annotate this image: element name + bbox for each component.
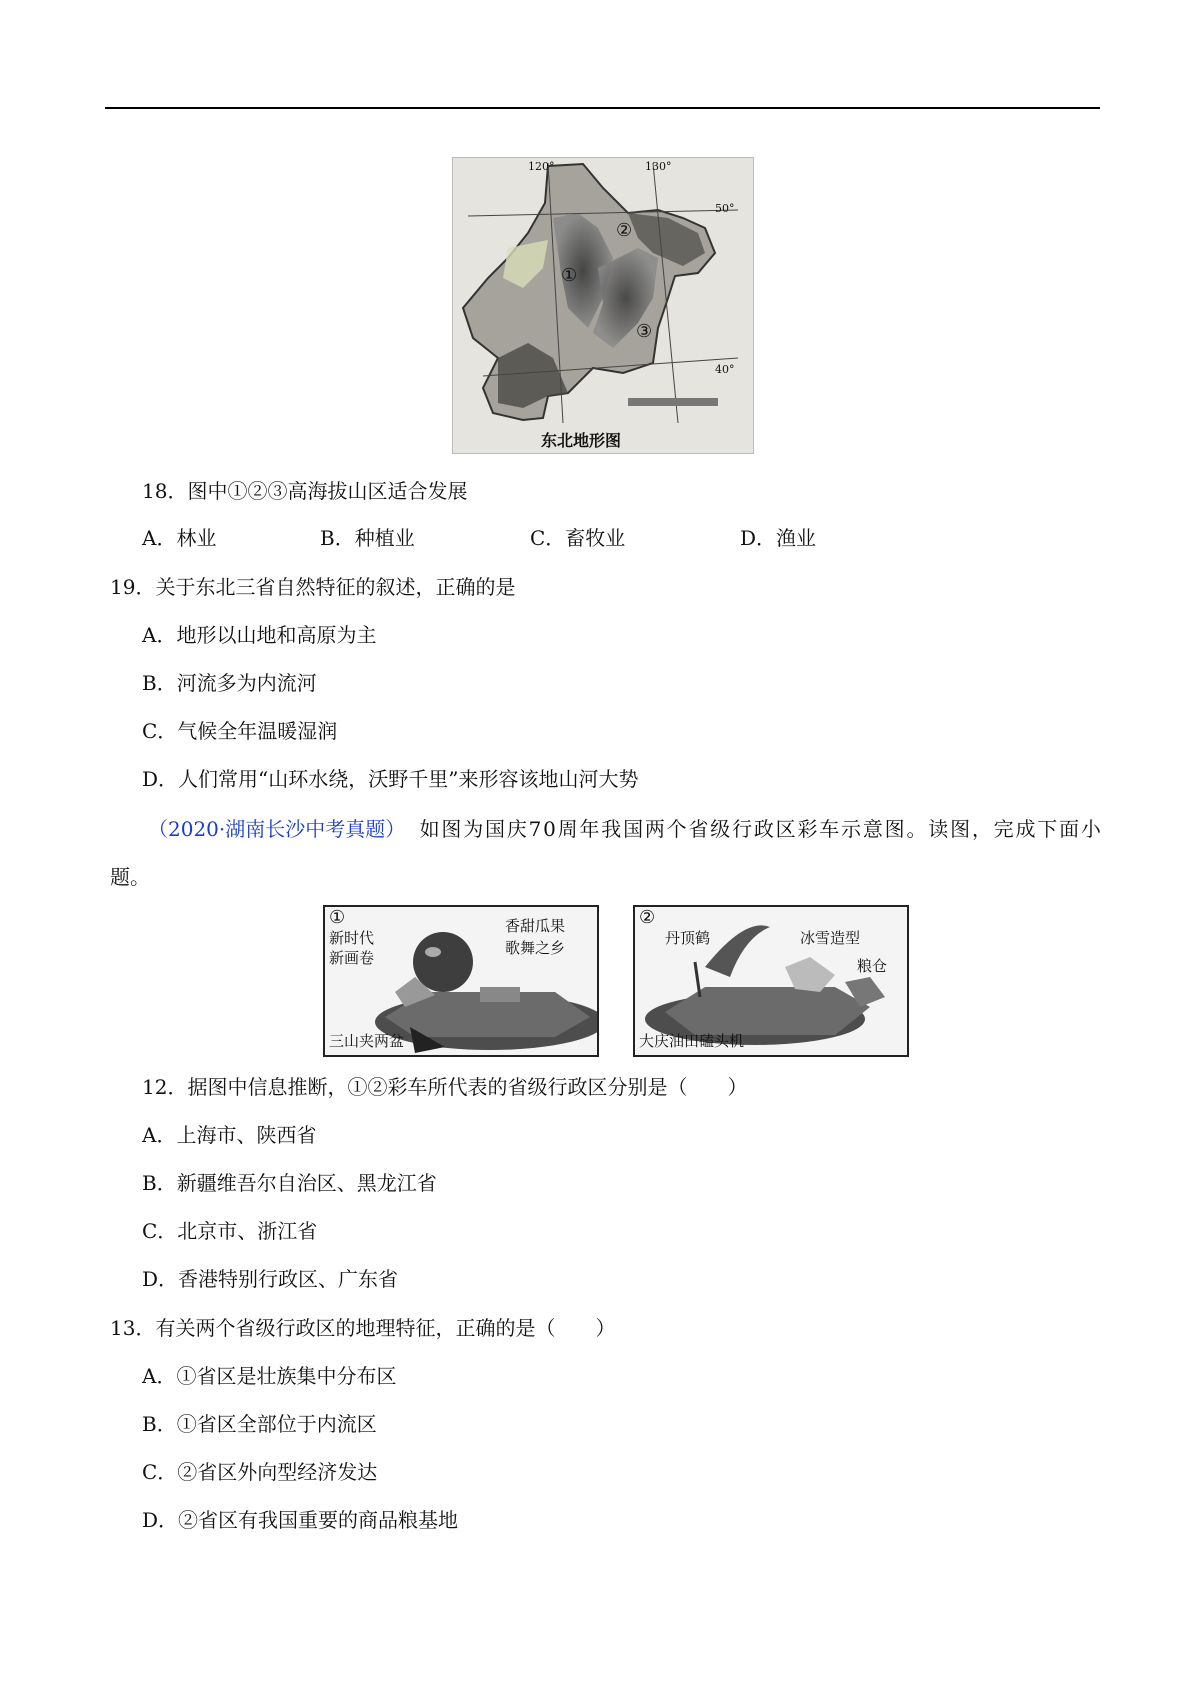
lon-120-label: 120° xyxy=(528,160,555,173)
q13-option-d: D．②省区有我国重要的商品粮基地 xyxy=(142,1508,459,1532)
q12-stem: 12．据图中信息推断，①②彩车所代表的省级行政区分别是（ ） xyxy=(142,1075,748,1099)
float-2-label-granary: 粮仓 xyxy=(857,957,888,975)
q12-option-c: C．北京市、浙江省 xyxy=(142,1219,318,1243)
intro-text: 如图为国庆70周年我国两个省级行政区彩车示意图。读图，完成下面小 xyxy=(419,817,1103,841)
float-2-label-ice: 冰雪造型 xyxy=(800,929,861,947)
float-2-label-oilfield: 大庆油田磕头机 xyxy=(639,1032,745,1050)
lat-40-label: 40° xyxy=(715,363,735,376)
q13-stem: 13．有关两个省级行政区的地理特征，正确的是（ ） xyxy=(110,1316,616,1340)
q18-option-a: A．林业 xyxy=(142,526,217,550)
q18-stem: 18．图中①②③高海拔山区适合发展 xyxy=(142,479,468,503)
q18-option-d: D．渔业 xyxy=(740,526,817,550)
northeast-terrain-map xyxy=(452,157,754,454)
q13-option-c: C．②省区外向型经济发达 xyxy=(142,1460,378,1484)
marker-2: ② xyxy=(616,220,633,241)
marker-3: ③ xyxy=(636,321,653,342)
exam-source: （2020·湖南长沙中考真题） xyxy=(148,817,406,841)
float-1-label-fruit: 香甜瓜果 xyxy=(505,917,566,935)
intro-text-continued: 题。 xyxy=(110,865,150,889)
q19-option-d: D．人们常用“山环水绕，沃野千里”来形容该地山河大势 xyxy=(142,767,639,791)
float-1-label-terrain: 三山夹两盆 xyxy=(329,1032,405,1050)
header-rule xyxy=(105,107,1100,109)
float-1-label-dance: 歌舞之乡 xyxy=(505,939,566,957)
q19-stem: 19．关于东北三省自然特征的叙述，正确的是 xyxy=(110,575,516,599)
q12-option-b: B．新疆维吾尔自治区、黑龙江省 xyxy=(142,1171,437,1195)
float-1-image xyxy=(323,905,599,1057)
float-2-image xyxy=(633,905,909,1057)
map-caption: 东北地形图 xyxy=(541,431,622,450)
lat-50-label: 50° xyxy=(715,202,735,215)
q19-option-c: C．气候全年温暖湿润 xyxy=(142,719,338,743)
float-1-label-new-era: 新时代 xyxy=(329,929,375,947)
float-2-number: ② xyxy=(639,907,656,928)
float-1-number: ① xyxy=(329,907,346,928)
q19-option-a: A．地形以山地和高原为主 xyxy=(142,623,377,647)
terrain-map-graphic xyxy=(453,158,753,453)
lon-130-label: 130° xyxy=(645,160,672,173)
q12-option-a: A．上海市、陕西省 xyxy=(142,1123,317,1147)
q18-option-b: B．种植业 xyxy=(320,526,415,550)
q12-option-d: D．香港特别行政区、广东省 xyxy=(142,1267,399,1291)
q13-option-a: A．①省区是壮族集中分布区 xyxy=(142,1364,397,1388)
float-1-label-new-picture: 新画卷 xyxy=(329,949,375,967)
q18-option-c: C．畜牧业 xyxy=(530,526,626,550)
q13-option-b: B．①省区全部位于内流区 xyxy=(142,1412,377,1436)
float-2-label-crane: 丹顶鹤 xyxy=(665,929,711,947)
marker-1: ① xyxy=(561,265,578,286)
intro-line xyxy=(148,815,1103,843)
q19-option-b: B．河流多为内流河 xyxy=(142,671,317,695)
